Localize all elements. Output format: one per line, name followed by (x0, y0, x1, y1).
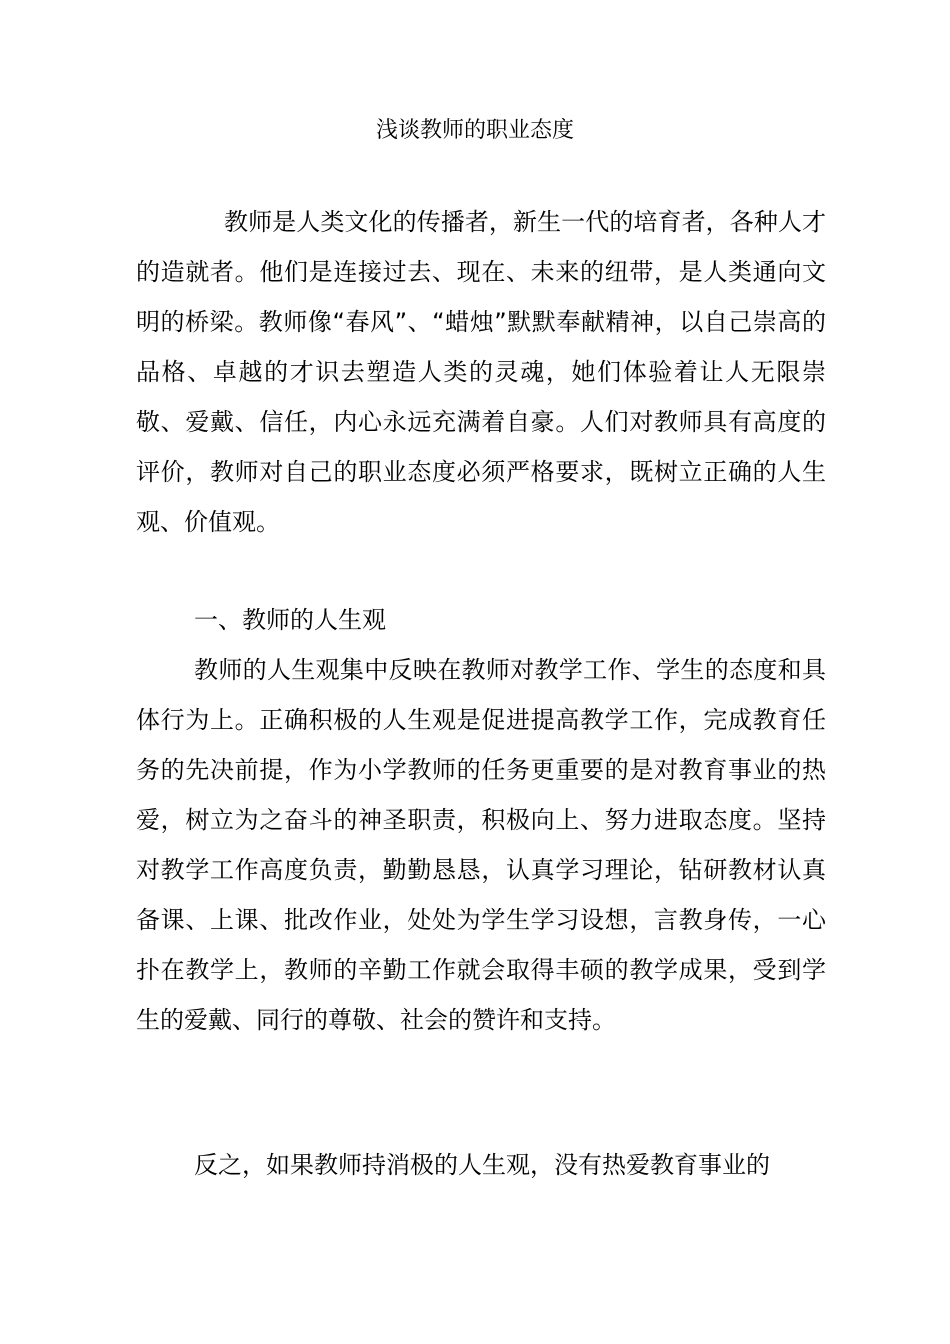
section-paragraph-continued: 反之，如果教师持消极的人生观，没有热爱教育事业的 (194, 1151, 770, 1179)
section-paragraph: 教师的人生观集中反映在教师对教学工作、学生的态度和具体行为上。正确积极的人生观是促进提高教学工作，完成教育任务的先决前提，作为小学教师的任务更重要的是对教育事业的热爱，树立为之奋斗的神圣职责，积极向上、努力进取态度。坚持对教学工作高度负责，勤勤恳恳，认真学习理论，钻研教材认真备课、上课、批改作业，处处为学生学习设想，言教身传，一心扑在教学上，教师的辛勤工作就会取得丰硕的教学成果，受到学生的爱戴、同行的尊敬、社会的赞许和支持。 (136, 656, 826, 1034)
section-heading: 一、教师的人生观 (194, 606, 386, 634)
intro-paragraph: 教师是人类文化的传播者，新生一代的培育者，各种人才的造就者。他们是连接过去、现在、未来的纽带，是人类通向文明的桥梁。教师像“春风”、“蜡烛”默默奉献精神，以自己崇高的品格、卓越的才识去塑造人类的灵魂，她们体验着让人无限崇敬、爱戴、信任，内心永远充满着自豪。人们对教师具有高度的评价，教师对自己的职业态度必须严格要求，既树立正确的人生观、价值观。 (136, 208, 826, 536)
document-title: 浅谈教师的职业态度 (375, 118, 574, 143)
